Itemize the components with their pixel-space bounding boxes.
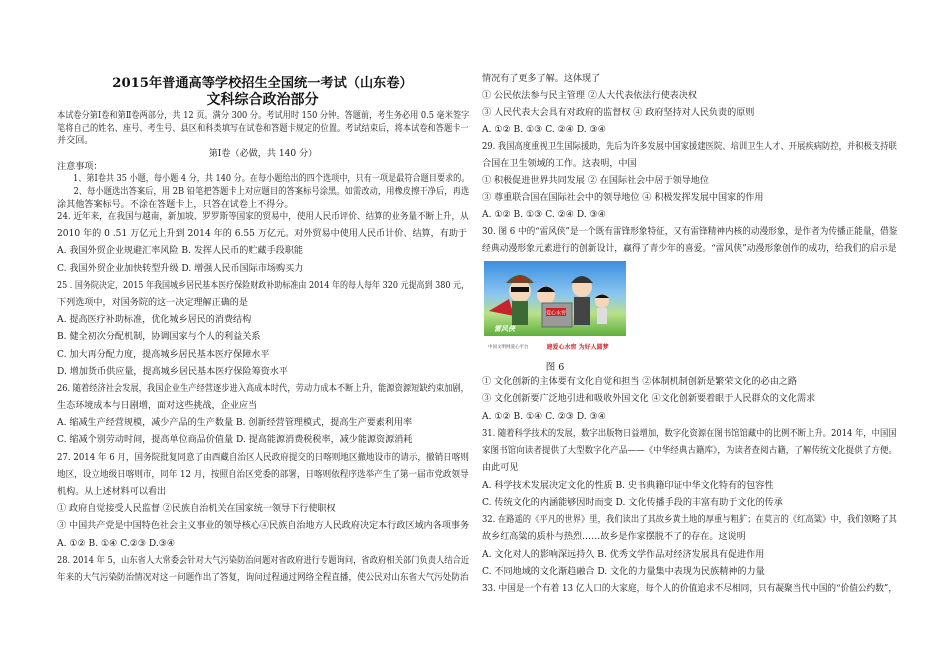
water-cellar-sign: 爱心水窖: [545, 310, 567, 317]
right-column-questions-top: [482, 71, 897, 258]
text-line: 本试卷分第Ⅰ卷和第Ⅱ卷两部分，共 12 页。满分 300 分。考试用时 150 分钟。答题前，考生务必用 0.5 毫米签字: [57, 111, 470, 121]
text-line: 28. 2014 年 5，山东省人大常委会针对大气污染防治问题对省政府进行专题询问，省政府相关部门负责人结合近: [57, 555, 470, 566]
text-line: 2010 年的 0 .51 万亿元上升到 2014 年的 6.55 万亿元。对外贸易中使用人民币计价、结算，有助于: [57, 229, 468, 240]
text-line: 笔将自己的姓名、座号、考生号、县区和科类填写在试卷和答题卡规定的位置。考试结束后，将本试卷和答题卡一: [57, 123, 469, 134]
text-line: A. 科学技术发展决定文化的性质 B. 史书典籍印证中华文化特有的包容性: [482, 480, 774, 491]
text-line: C. 不同地域的文化渐趋融合 D. 文化的力量集中表现为民族精神的力量: [482, 566, 765, 577]
text-line: 年来的大气污染防治情况对这一问题作出了答复，询问过程通过网络全程直播，使公民对山东省大气污处防治: [57, 572, 469, 583]
text-line: 26. 随着经济社会发展，我国企业生产经营逐步进入高成本时代，劳动力成本不断上升，能源资源短缺约束加剧，: [57, 383, 469, 394]
text-line: A. ①② B. ①④ C.②③ D.③④: [57, 538, 176, 549]
text-line: 29. 我国高度重视卫生国际援助，先后为许多发展中国家援建医院、培训卫生人才、开展疾病防控，并积极支持联: [482, 142, 897, 152]
text-line: ① 积极促进世界共同发展 ② 在国际社会中居于领导地位: [482, 176, 709, 186]
text-line: C. 缩减个别劳动时间，提高单位商品价值量 D. 提高能源消费税税率，减少能源资源消耗: [57, 435, 413, 446]
text-line: 合国在卫生领域的工作。这表明，中国: [482, 159, 637, 169]
text-line: 24. 近年来，在我国与越南，新加坡、罗罗斯等国家的贸易中，使用人民币评价、结算的业务量不断上升，从: [57, 212, 469, 222]
text-line: 生态环境成本与日剧增，面对这些挑战，企业应当: [57, 401, 258, 412]
text-line: A. 提高医疗补助标准，优化城乡居民的消费结构: [57, 315, 252, 326]
text-line: 下列选项中，对国务院的这一决定理解正确的是: [57, 297, 248, 308]
text-line: ① 公民依法参与民主管理 ②人大代表依法行使表决权: [482, 91, 697, 101]
organization-label: 中国文明网爱心平台: [488, 344, 529, 350]
cartoon-characters-icon: [484, 261, 626, 336]
text-line: 1、第Ⅰ卷共 35 小题，每小题 4 分，共 140 分。在每小题给出的四个选项中，只有一项是最符合题目要求的。: [73, 174, 470, 185]
text-line: 机构。从上述材料可以看出: [57, 487, 167, 497]
text-line: 32. 在路遥的《平凡的世界》里，我们读出了其故乡黄土地的厚重与粗犷；在莫言的《红高粱》中，我们领略了其: [482, 515, 897, 525]
text-line: 注意事项：: [57, 161, 103, 172]
figure-banner: [484, 336, 626, 357]
text-line: 25 . 国务院决定，2015 年我国城乡居民基本医疗保险财政补助标准由 2014 年的每人每年 320 元提高到 380 元，: [57, 280, 470, 291]
text-line: 故乡红高粱的质朴与热烈……故乡是作家摆脱不了的存在。这说明: [482, 532, 746, 543]
text-line: ① 政府自觉接受人民监督 ②民族自治机关在国家统一领导下行使职权: [57, 504, 336, 515]
figure-6-cartoon: [484, 261, 626, 357]
text-line: 经典动漫形象元素进行的创新设计，赢得了青少年的喜爱。“雷风侠”动漫形象创作的成功，给我们的启示是: [482, 244, 897, 254]
exam-title: 2015年普通高等学校招生全国统一考试（山东卷）: [112, 76, 413, 91]
text-line: 并交回。: [57, 136, 94, 147]
text-line: A. ①② B. ①③ C. ②④ D. ③④: [482, 125, 606, 135]
text-line: 30. 图 6 中的“雷风侠”是一个既有雷锋形象特征，又有雷锋精神内核的动漫形象，是作者为传播正能量，借鉴: [482, 227, 898, 237]
text-line: ③ 尊重联合国在国际社会中的领导地位 ④ 积极发挥发展中国家的作用: [482, 193, 764, 203]
text-line: A. ①② B. ①④ C. ②③ D. ③④: [482, 411, 606, 422]
exam-subtitle: 文科综合政治部分: [206, 92, 319, 108]
text-line: C. 我国外贸企业加快转型升级 D. 增强人民币国际市场购买力: [57, 263, 304, 274]
text-line: 31. 随着科学技术的发展，数字出版物日益增加，数字化资源在图书馆馆藏中的比例不断上升。2014 年，中国国: [482, 428, 897, 439]
text-line: ③ 人民代表大会具有对政府的监督权 ④ 政府坚持对人民负责的原则: [482, 108, 755, 118]
text-line: B. 健全初次分配机制，协调国家与个人的利益关系: [57, 332, 261, 343]
text-line: C. 加大再分配力度，提高城乡居民基本医疗保障水平: [57, 349, 270, 360]
text-line: 家图书馆向读者提供了大型数字化产品——《中华经典古籍库》，为读者查阅古籍，了解传统文化提供了方便。: [482, 446, 898, 456]
text-line: 2、每小题选出答案后，用 2B 铅笔把答题卡上对应题目的答案标号涂黑。如需改动，用橡皮擦干净后，再选: [73, 187, 470, 198]
text-line: A. ①② B. ①③ C. ②④ D. ③④: [482, 210, 606, 220]
text-line: 33. 中国是一个有着 13 亿人口的大家庭，每个人的价值追求不尽相同，只有凝聚当代中国的“价值公约数”，: [482, 584, 898, 594]
text-line: 涂其他答案标号。不涂在答题卡上，只答在试卷上不得分。: [57, 199, 294, 210]
text-line: 第Ⅰ卷（必做，共 140 分）: [208, 149, 318, 160]
text-line: C. 传统文化的内涵能够因时而变 D. 文化传播手段的丰富有助于文化的传承: [482, 497, 783, 508]
text-line: 27. 2014 年 6 月，国务院批复同意了由西藏自治区人民政府提交的日喀则地区撤地设市的请示，撤销日喀则: [57, 452, 469, 463]
cartoon-logo: 雷风侠: [494, 324, 515, 333]
figure-caption: 图 6: [545, 362, 565, 373]
cartoon-illustration: [484, 261, 626, 336]
text-line: ① 文化创新的主体要有文化自觉和担当 ②体制机制创新是繁荣文化的必由之路: [482, 377, 797, 387]
text-line: 由此可见: [482, 463, 519, 474]
figure-slogan: 建爱心水窖 为好人圆梦: [546, 344, 609, 351]
left-column-questions: [57, 209, 469, 587]
exam-instructions: [57, 110, 469, 212]
text-line: ③ 中国共产党是中国特色社会主义事业的领导核心④民族自治地方人民政府决定本行政区域内各项事务: [57, 521, 470, 532]
text-line: 地区，设立地级日喀则市，同年 12 月，按照自治区党委的部署，日喀则依程序选举产生了第一届市党政领导: [57, 469, 469, 480]
right-column-questions-bottom: [482, 374, 897, 598]
text-line: A. 缩减生产经营规模，减少产品的生产数量 B. 创新经营管理模式，提高生产要素利用率: [57, 418, 413, 429]
text-line: A. 文化对人的影响深远持久 B. 优秀文学作品对经济发展具有促进作用: [482, 549, 765, 560]
text-line: D. 增加货币供应量，提高城乡居民基本医疗保险筹资水平: [57, 366, 288, 377]
text-line: ③ 文化创新要广泛地引进和吸收外国文化 ④文化创新要着眼于人民群众的文化需求: [482, 394, 816, 405]
text-line: A. 我国外贸企业规避汇率风险 B. 发挥人民币的贮藏手段职能: [57, 246, 303, 257]
text-line: 情况有了更多了解。这体现了: [482, 74, 601, 84]
